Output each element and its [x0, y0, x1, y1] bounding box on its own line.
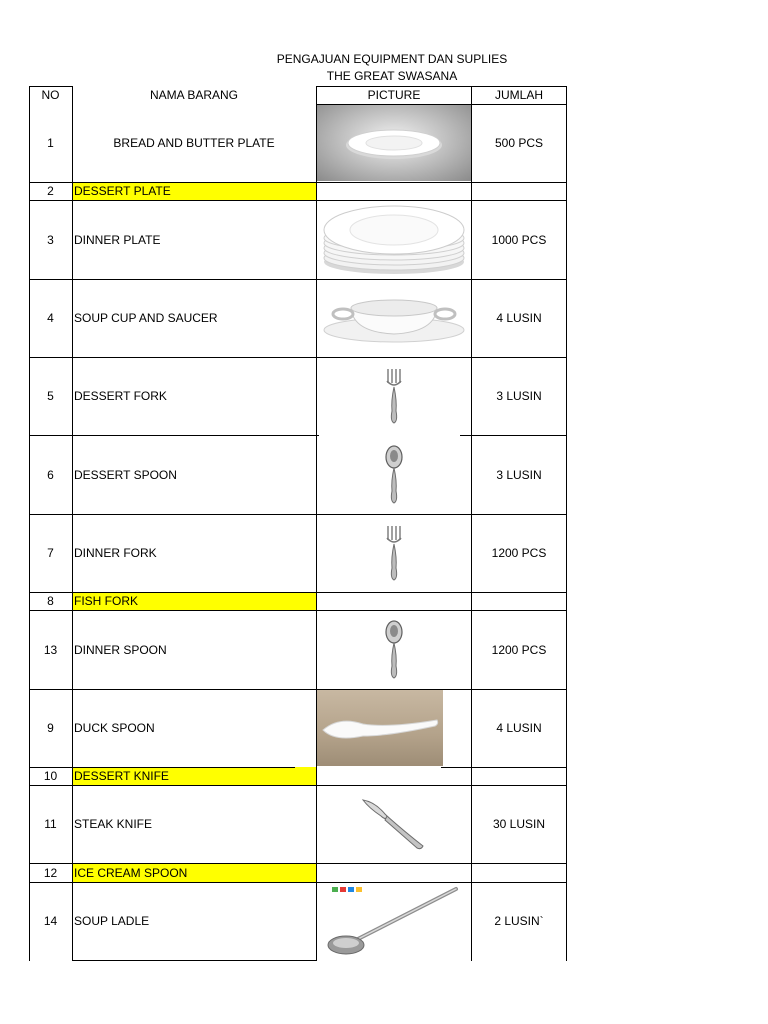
row-name: DESSERT KNIFE [72, 767, 316, 785]
row-qty: 4 LUSIN [496, 311, 542, 325]
row-picture [317, 200, 471, 279]
row-name: BREAD AND BUTTER PLATE [113, 136, 275, 150]
soup-cup-icon [321, 288, 467, 348]
row-no: 5 [47, 389, 54, 403]
row-qty [472, 767, 566, 785]
table-row [0, 357, 768, 435]
row-picture [317, 182, 471, 200]
table-row [0, 200, 768, 279]
ladle-icon [324, 883, 464, 959]
table-row [0, 592, 768, 610]
fork-icon [382, 367, 406, 425]
table-row [0, 785, 768, 863]
document-subtitle: THE GREAT SWASANA [326, 69, 458, 83]
row-no: 4 [47, 311, 54, 325]
row-qty: 30 LUSIN [492, 817, 546, 831]
row-name: SOUP LADLE [74, 914, 150, 928]
row-name: DINNER SPOON [74, 642, 167, 657]
row-name: STEAK KNIFE [74, 817, 153, 831]
table-row [0, 435, 768, 514]
table-row [0, 689, 768, 767]
row-picture [317, 610, 471, 689]
row-picture [317, 689, 471, 767]
row-no: 3 [47, 232, 54, 247]
row-no: 12 [43, 865, 58, 880]
row-name: FISH FORK [72, 592, 316, 610]
plate-icon [317, 105, 471, 181]
row-picture [317, 863, 471, 882]
row-qty: 1000 PCS [491, 232, 547, 247]
row-no: 11 [44, 817, 57, 831]
row-qty: 1200 PCS [491, 642, 547, 657]
row-qty [472, 863, 566, 882]
row-no: 13 [43, 642, 58, 657]
fork-icon [382, 524, 406, 582]
table-row [0, 882, 768, 960]
row-picture [317, 279, 471, 357]
row-qty [472, 592, 566, 610]
row-qty: 3 LUSIN [496, 467, 542, 482]
knife-icon [359, 796, 429, 852]
row-picture [317, 592, 471, 610]
row-name: ICE CREAM SPOON [72, 863, 316, 882]
table-row [0, 182, 768, 200]
row-qty: 1200 PCS [491, 546, 547, 560]
row-no: 6 [47, 467, 54, 482]
spoon-icon [382, 620, 406, 680]
row-no: 1 [47, 136, 54, 150]
row-name: DESSERT FORK [74, 389, 167, 403]
row-picture [317, 785, 471, 863]
plate-stack-icon [320, 202, 468, 278]
row-qty: 2 LUSIN` [494, 914, 544, 928]
duck-spoon-icon [317, 690, 443, 766]
row-no: 10 [43, 769, 58, 783]
row-name: DINNER FORK [74, 546, 157, 560]
row-picture [317, 435, 471, 514]
row-picture [317, 882, 471, 960]
header-name: NAMA BARANG [149, 88, 239, 102]
row-picture [317, 104, 471, 182]
table-row [0, 767, 768, 785]
row-name: DINNER PLATE [74, 232, 161, 247]
table-row [0, 279, 768, 357]
row-no: 14 [43, 914, 58, 928]
row-qty: 500 PCS [494, 136, 544, 150]
row-name: DESSERT PLATE [72, 182, 316, 200]
row-name: DESSERT SPOON [74, 467, 177, 482]
table-row [0, 514, 768, 592]
table-row [0, 104, 768, 182]
header-qty: JUMLAH [494, 88, 543, 102]
header-picture: PICTURE [367, 88, 421, 102]
spoon-icon [382, 445, 406, 505]
table-header-row [0, 86, 768, 104]
row-picture [317, 514, 471, 592]
header-no: NO [41, 88, 60, 102]
row-no: 7 [47, 546, 54, 560]
row-qty: 3 LUSIN [496, 389, 542, 403]
row-no: 2 [47, 184, 54, 198]
row-no: 8 [47, 594, 54, 608]
row-name: SOUP CUP AND SAUCER [74, 311, 218, 325]
row-picture [317, 767, 471, 785]
row-picture [317, 357, 471, 435]
row-name: DUCK SPOON [74, 721, 155, 735]
table-row [0, 610, 768, 689]
table-row [0, 863, 768, 882]
row-qty [472, 182, 566, 200]
row-qty: 4 LUSIN [496, 721, 542, 735]
row-no: 9 [47, 721, 54, 735]
document-title: PENGAJUAN EQUIPMENT DAN SUPLIES [276, 52, 508, 66]
